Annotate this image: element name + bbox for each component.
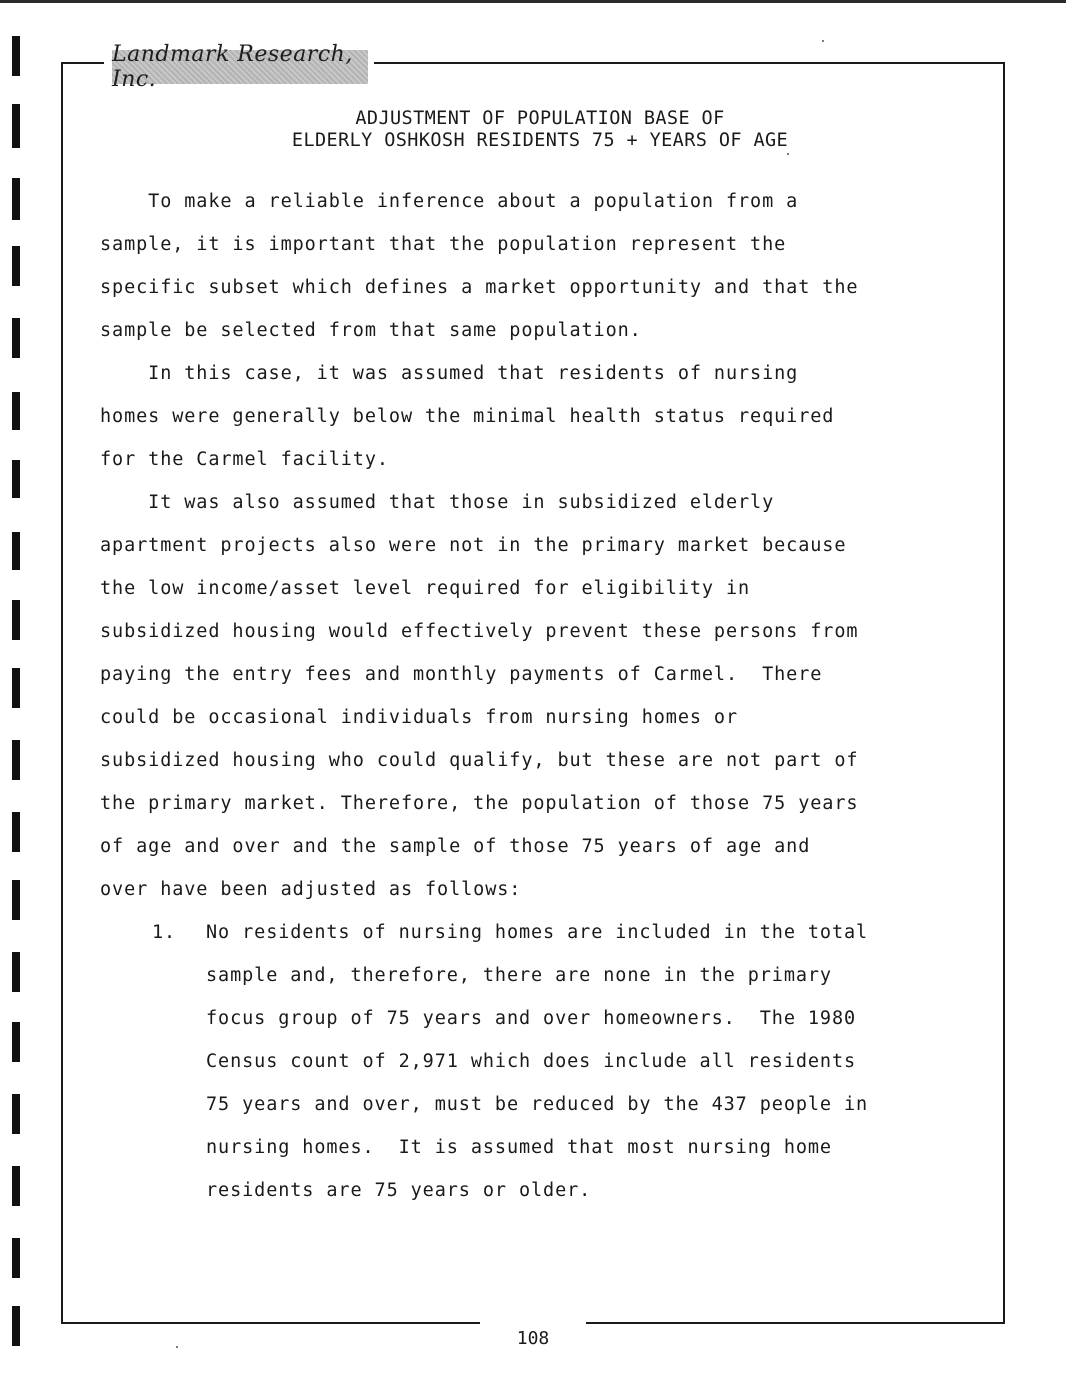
paragraph-3-line: the primary market. Therefore, the population of those 75 years [100,793,859,814]
scan-speck [176,1346,178,1348]
binding-hole [12,532,20,570]
title-line-1: ADJUSTMENT OF POPULATION BASE OF [355,108,725,129]
binding-hole [12,668,20,708]
list-item-line: focus group of 75 years and over homeowners. The 1980 [206,1008,857,1029]
list-item-line: residents are 75 years or older. [206,1180,592,1201]
paragraph-1-line: specific subset which defines a market opportunity and that the [100,277,859,298]
list-item-line: nursing homes. It is assumed that most nursing home [206,1137,832,1158]
binding-hole [12,460,20,498]
paragraph-3-line: apartment projects also were not in the primary market because [100,535,847,556]
page-number: 108 [480,1322,586,1356]
binding-hole [12,812,20,852]
letterhead-logo [104,42,374,92]
binding-hole [12,880,20,920]
list-item-line: sample and, therefore, there are none in the primary [206,965,832,986]
binding-hole [12,1022,20,1062]
binding-hole [12,600,20,640]
binding-hole [12,1238,20,1278]
paragraph-1-line: sample be selected from that same population. [100,320,642,341]
paragraph-1-line: sample, it is important that the population represent the [100,234,787,255]
binding-hole [12,1094,20,1134]
paragraph-3-line: over have been adjusted as follows: [100,879,522,900]
binding-hole [12,392,20,430]
binding-holes [12,0,26,1380]
paragraph-3-line: the low income/asset level required for eligibility in [100,578,751,599]
list-item-line: No residents of nursing homes are included in the total [206,922,869,943]
title-line-2: ELDERLY OSHKOSH RESIDENTS 75 + YEARS OF AGE [291,130,789,151]
paragraph-2-line: for the Carmel facility. [100,449,389,470]
document-title [150,108,930,152]
paragraph-1-line: To make a reliable inference about a population from a [100,191,799,212]
binding-hole [12,740,20,780]
binding-hole [12,36,20,76]
paragraph-3-line: could be occasional individuals from nursing homes or [100,707,739,728]
scan-speck [822,40,824,42]
binding-hole [12,178,20,220]
page-top-edge [0,0,1066,3]
paragraph-3-line: subsidized housing would effectively prevent these persons from [100,621,859,642]
paragraph-2-line: homes were generally below the minimal health status required [100,406,835,427]
binding-hole [12,1166,20,1206]
paragraph-3-line: paying the entry fees and monthly payments of Carmel. There [100,664,823,685]
paragraph-3-line: of age and over and the sample of those 75 years of age and [100,836,811,857]
binding-hole [12,318,20,358]
logo-text: Landmark Research, Inc. [112,42,353,92]
logo-plate [112,42,368,92]
paragraph-2-line: In this case, it was assumed that residents of nursing [100,363,799,384]
binding-hole [12,1306,20,1346]
binding-hole [12,104,20,148]
list-item-line: Census count of 2,971 which does include all residents [206,1051,857,1072]
binding-hole [12,246,20,286]
paragraph-3-line: subsidized housing who could qualify, but these are not part of [100,750,859,771]
list-item-number: 1. [152,922,177,943]
scan-speck [787,153,789,155]
list-item-line: 75 years and over, must be reduced by the 437 people in [206,1094,869,1115]
paragraph-3-line: It was also assumed that those in subsidized elderly [100,492,775,513]
binding-hole [12,952,20,992]
